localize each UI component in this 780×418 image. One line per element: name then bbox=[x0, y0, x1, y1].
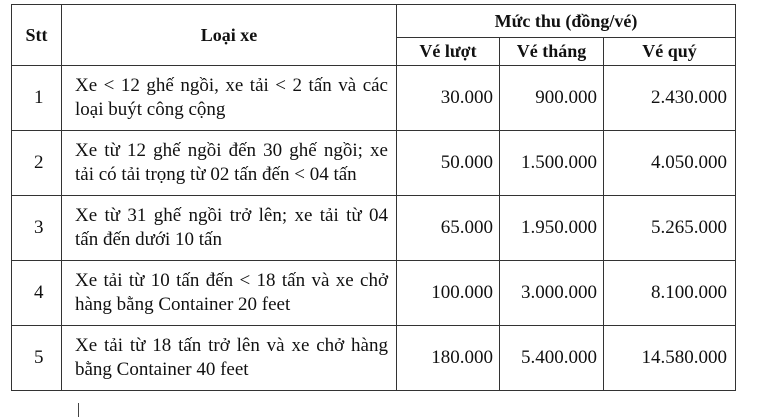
table-row bbox=[12, 196, 736, 261]
header-monthly-ticket: Vé tháng bbox=[500, 38, 604, 66]
row-stt: 1 bbox=[12, 66, 62, 131]
table-row bbox=[12, 131, 736, 196]
text-cursor-mark bbox=[78, 403, 79, 417]
row-quarterly-fee: 4.050.000 bbox=[604, 131, 736, 196]
header-fee-group: Mức thu (đồng/vé) bbox=[397, 5, 736, 38]
row-stt: 5 bbox=[12, 326, 62, 391]
row-single-fee: 100.000 bbox=[397, 261, 500, 326]
row-vehicle-type: Xe tải từ 18 tấn trở lên và xe chở hàng bằng Container 40 feet bbox=[62, 326, 397, 391]
header-quarterly-ticket: Vé quý bbox=[604, 38, 736, 66]
row-monthly-fee: 900.000 bbox=[500, 66, 604, 131]
row-single-fee: 65.000 bbox=[397, 196, 500, 261]
row-quarterly-fee: 2.430.000 bbox=[604, 66, 736, 131]
row-vehicle-type: Xe từ 31 ghế ngồi trở lên; xe tải từ 04 tấn đến dưới 10 tấn bbox=[62, 196, 397, 261]
row-monthly-fee: 1.500.000 bbox=[500, 131, 604, 196]
row-vehicle-type: Xe tải từ 10 tấn đến < 18 tấn và xe chở hàng bằng Container 20 feet bbox=[62, 261, 397, 326]
fee-table bbox=[11, 4, 736, 391]
row-stt: 4 bbox=[12, 261, 62, 326]
header-row-top bbox=[12, 5, 736, 38]
header-stt: Stt bbox=[12, 5, 62, 66]
row-quarterly-fee: 14.580.000 bbox=[604, 326, 736, 391]
header-vehicle-type: Loại xe bbox=[62, 5, 397, 66]
row-vehicle-type: Xe từ 12 ghế ngồi đến 30 ghế ngồi; xe tải có tải trọng từ 02 tấn đến < 04 tấn bbox=[62, 131, 397, 196]
table-body bbox=[12, 66, 736, 391]
row-stt: 3 bbox=[12, 196, 62, 261]
table-row bbox=[12, 326, 736, 391]
table-header bbox=[12, 5, 736, 66]
row-stt: 2 bbox=[12, 131, 62, 196]
row-single-fee: 50.000 bbox=[397, 131, 500, 196]
row-single-fee: 30.000 bbox=[397, 66, 500, 131]
header-single-ticket: Vé lượt bbox=[397, 38, 500, 66]
table-row bbox=[12, 261, 736, 326]
row-vehicle-type: Xe < 12 ghế ngồi, xe tải < 2 tấn và các loại buýt công cộng bbox=[62, 66, 397, 131]
row-quarterly-fee: 5.265.000 bbox=[604, 196, 736, 261]
row-monthly-fee: 5.400.000 bbox=[500, 326, 604, 391]
row-quarterly-fee: 8.100.000 bbox=[604, 261, 736, 326]
table-row bbox=[12, 66, 736, 131]
row-single-fee: 180.000 bbox=[397, 326, 500, 391]
row-monthly-fee: 1.950.000 bbox=[500, 196, 604, 261]
row-monthly-fee: 3.000.000 bbox=[500, 261, 604, 326]
